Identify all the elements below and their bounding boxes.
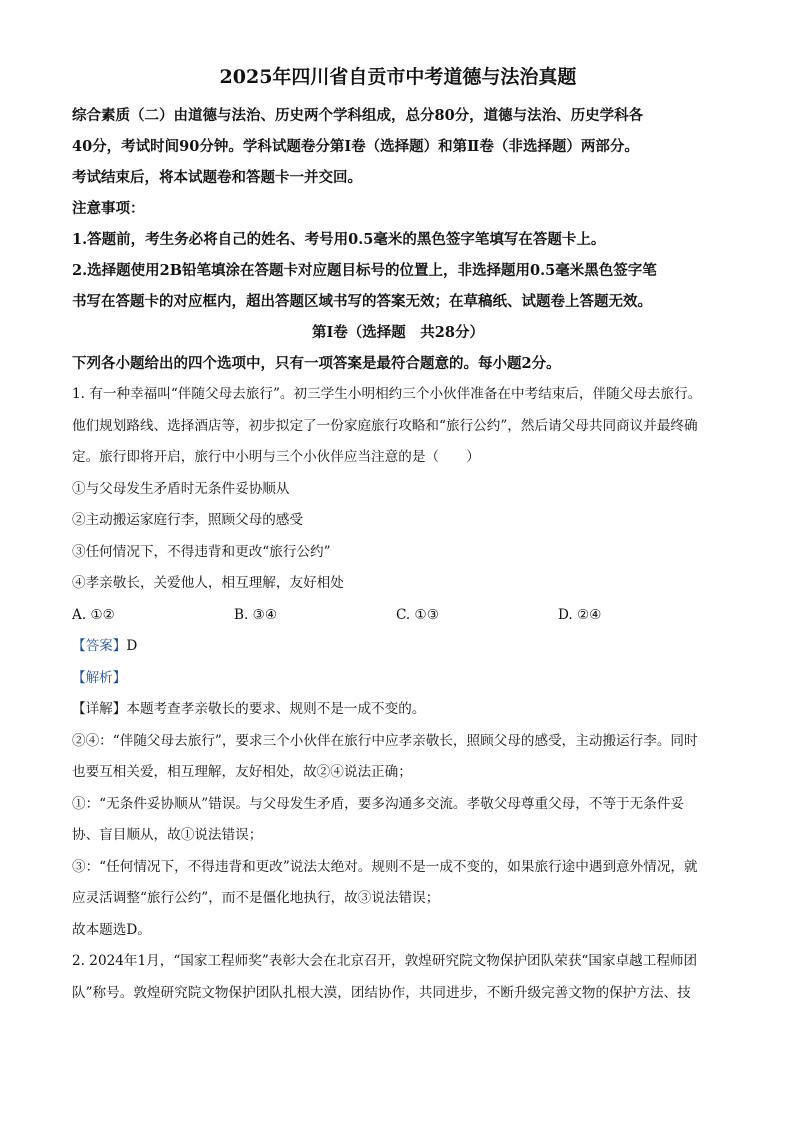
section-instruction: 下列各小题给出的四个选项中，只有一项答案是最符合题意的。每小题2分。 [72, 355, 561, 372]
analysis-line: 故本题选D。 [72, 921, 151, 938]
statement-1: ①与父母发生矛盾时无条件妥协顺从 [72, 480, 290, 497]
answer-options [72, 600, 724, 632]
statement-2: ②主动搬运家庭行李，照顾父母的感受 [72, 512, 304, 528]
option-c: C. ①③ [396, 606, 439, 623]
intro-line: 40分，考试时间90分钟。学科试题卷分第Ⅰ卷（选择题）和第Ⅱ卷（非选择题）两部分。 [72, 138, 639, 155]
note-line: 书写在答题卡的对应框内，超出答题区域书写的答案无效；在草稿纸、试题卷上答题无效。 [72, 293, 652, 310]
analysis-line: ①：“无条件妥协顺从”错误。与父母发生矛盾，要多沟通多交流。孝敬父母尊重父母，不等于无条件妥 [72, 795, 685, 812]
detail-tag: 【详解】 [72, 701, 127, 717]
answer-value: D [126, 638, 138, 654]
analysis-heading [72, 663, 724, 695]
analysis-line: 也要互相关爱，相互理解，友好相处，故②④说法正确； [72, 764, 412, 780]
detail-line [72, 694, 724, 726]
option-a: A. ①② [72, 606, 115, 623]
intro-line: 考试结束后，将本试题卷和答题卡一并交回。 [72, 169, 362, 186]
note-line: 1.答题前，考生务必将自己的姓名、考号用0.5毫米的黑色签字笔填写在答题卡上。 [72, 231, 606, 248]
page-title: 2025年四川省自贡市中考道德与法治真题 [219, 66, 577, 88]
statement-4: ④孝亲敬长，关爱他人，相互理解，友好相处 [72, 575, 344, 591]
answer-line [72, 631, 724, 663]
question-stem-line: 1. 有一种幸福叫“伴随父母去旅行”。初三学生小明相约三个小伙伴准备在中考结束后，伴随父母去旅行。 [72, 386, 702, 402]
question-stem-line: 队”称号。敦煌研究院文物保护团队扎根大漠，团结协作，共同进步，不断升级完善文物的保护方法、技 [72, 984, 691, 1001]
note-line: 2.选择题使用2B铅笔填涂在答题卡对应题目标号的位置上，非选择题用0.5毫米黑色签字笔 [72, 262, 657, 279]
detail-text: 本题考查孝亲敬长的要求、规则不是一成不变的。 [126, 701, 426, 717]
intro-line: 综合素质（二）由道德与法治、历史两个学科组成，总分80分，道德与法治、历史学科各 [72, 107, 644, 124]
answer-tag: 【答案】 [72, 638, 127, 654]
analysis-line: 应灵活调整“旅行公约”，而不是僵化地执行，故③说法错误； [72, 890, 440, 906]
notes-heading: 注意事项： [72, 200, 145, 217]
analysis-line: 协、盲目顺从，故①说法错误； [72, 827, 263, 843]
analysis-line: ②④：“伴随父母去旅行”，要求三个小伙伴在旅行中应孝亲敬长，照顾父母的感受，主动搬运行李。同时 [72, 732, 698, 749]
question-stem-line: 他们规划路线、选择酒店等，初步拟定了一份家庭旅行攻略和“旅行公约”，然后请父母共同商议并最终确 [72, 417, 698, 434]
analysis-line: ③：“任何情况下，不得违背和更改”说法太绝对。规则不是一成不变的，如果旅行途中遇到意外情况，就 [72, 858, 698, 875]
document-page [72, 62, 724, 1009]
analysis-tag: 【解析】 [72, 669, 127, 686]
question-stem-line: 定。旅行即将开启，旅行中小明与三个小伙伴应当注意的是（ ） [72, 449, 480, 465]
option-b: B. ③④ [234, 606, 278, 623]
section-title: 第Ⅰ卷（选择题 共28分） [312, 324, 484, 341]
statement-3: ③任何情况下，不得违背和更改“旅行公约” [72, 543, 331, 560]
option-d: D. ②④ [558, 606, 602, 623]
question-stem-line: 2. 2024年1月，“国家工程师奖”表彰大会在北京召开，敦煌研究院文物保护团队荣获“国家卓越工程师团 [72, 953, 698, 969]
